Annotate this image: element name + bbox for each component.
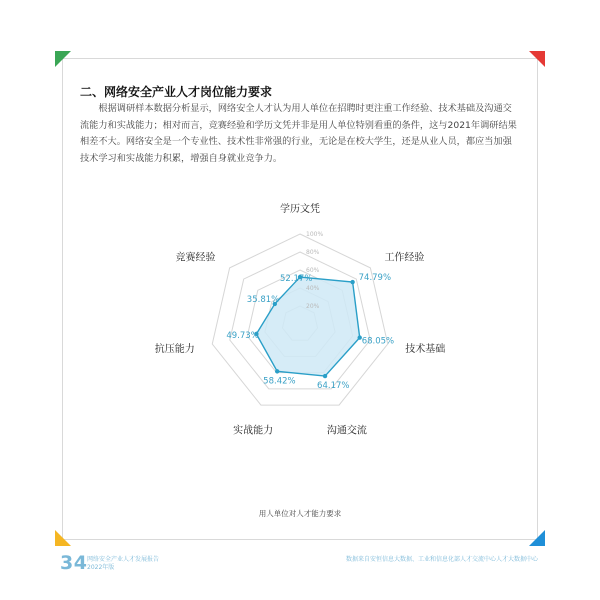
radar-ring-label: 40%	[306, 285, 320, 292]
radar-category-label: 学历文凭	[280, 204, 320, 215]
radar-ring-label: 100%	[306, 231, 324, 238]
radar-value-label: 49.73%	[226, 330, 259, 341]
radar-ring-label: 60%	[306, 267, 320, 274]
radar-value-label: 74.79%	[358, 273, 392, 284]
radar-value-label: 64.17%	[317, 381, 350, 392]
radar-data-point	[323, 374, 327, 378]
radar-category-label: 沟通交流	[326, 425, 367, 437]
radar-category-label: 技术基础	[405, 344, 446, 356]
radar-category-label: 竞赛经验	[175, 252, 216, 264]
footer-report-name: 网络安全产业人才发展报告	[87, 556, 160, 563]
radar-value-label: 58.42%	[263, 376, 296, 387]
radar-category-label: 工作经验	[384, 252, 425, 264]
radar-data-point	[275, 369, 279, 373]
section-heading: 二、网络安全产业人才岗位能力要求	[80, 85, 273, 99]
page-number: 34	[60, 552, 88, 574]
footer-edition: 2022年版	[87, 563, 115, 571]
footer-source: 数据来自安恒信息大数据、工业和信息化部人才交流中心人才大数据中心	[345, 556, 538, 563]
radar-value-label: 52.17%	[280, 274, 313, 285]
radar-value-label: 35.81%	[246, 294, 280, 305]
radar-ring-label: 20%	[306, 303, 320, 310]
chart-caption: 用人单位对人才能力要求	[258, 509, 342, 518]
radar-category-label: 抗压能力	[154, 344, 195, 356]
body-paragraph: 根据调研样本数据分析显示，网络安全人才认为用人单位在招聘时更注重工作经验、技术基础及沟通交流能力和实战能力；相对而言，竞赛经验和学历文凭并非是用人单位特别看重的条件，这与2021年调研结果相差不大。网络安全是一个专业性、技术性非常强的行业，无论是在校大学生，还是从业人员，都应当加强技术学习和实战能力积累，增强自身就业竞争力。	[80, 103, 517, 164]
radar-data-point	[350, 280, 354, 284]
footer-report-title	[87, 556, 159, 571]
radar-category-label: 实战能力	[233, 425, 274, 437]
radar-ring-label: 80%	[306, 249, 320, 256]
radar-value-label: 68.05%	[361, 336, 395, 347]
